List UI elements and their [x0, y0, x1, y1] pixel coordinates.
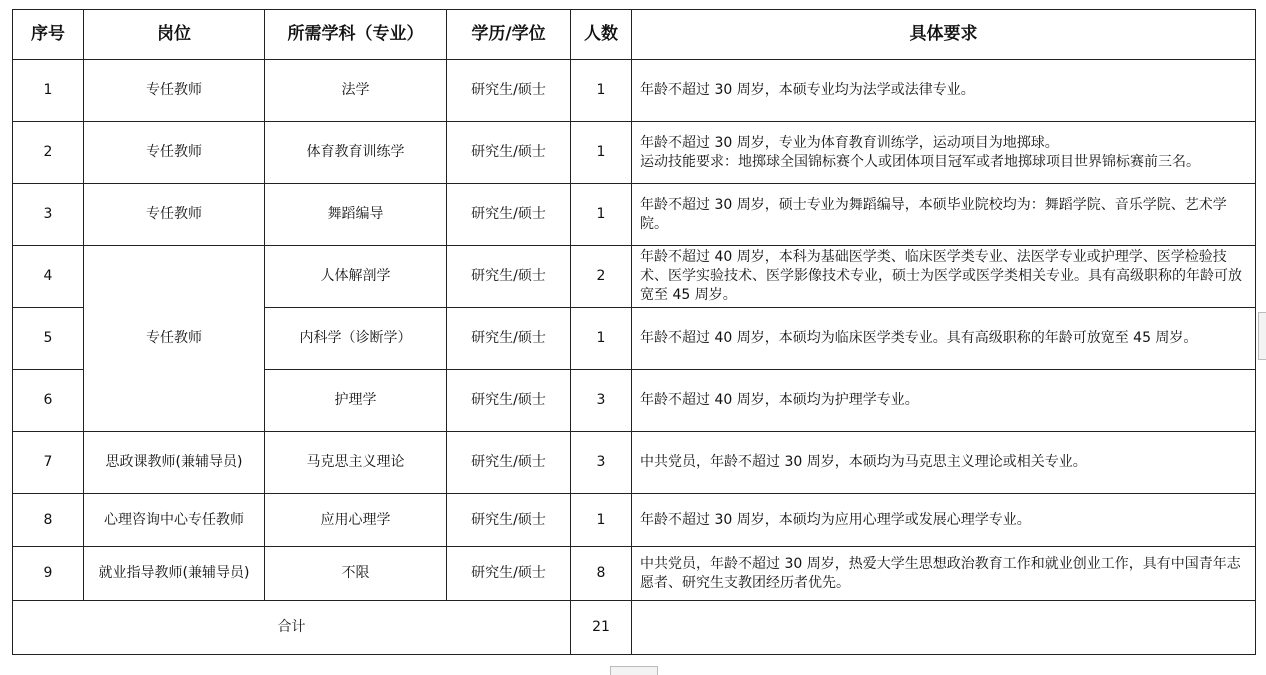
- recruitment-table: [12, 9, 1256, 655]
- cell-no: 5: [13, 308, 84, 370]
- cell-count: 1: [571, 122, 632, 184]
- cell-post-merged: 专任教师: [84, 246, 265, 432]
- table-row: [13, 246, 1256, 308]
- cell-post: 专任教师: [84, 122, 265, 184]
- cell-major: 人体解剖学: [265, 246, 447, 308]
- cell-degree: 研究生/硕士: [447, 432, 571, 494]
- header-degree: 学历/学位: [447, 10, 571, 60]
- total-requirements-empty: [632, 601, 1256, 655]
- cell-no: 1: [13, 60, 84, 122]
- cell-no: 8: [13, 494, 84, 547]
- cell-degree: 研究生/硕士: [447, 60, 571, 122]
- cell-no: 6: [13, 370, 84, 432]
- table-row: [13, 184, 1256, 246]
- requirement-line: 年龄不超过 30 周岁，专业为体育教育训练学，运动项目为地掷球。: [640, 134, 1059, 151]
- cell-post: 专任教师: [84, 60, 265, 122]
- header-major: 所需学科（专业）: [265, 10, 447, 60]
- cell-major: 应用心理学: [265, 494, 447, 547]
- cell-requirements: 年龄不超过 40 周岁，本硕均为护理学专业。: [632, 370, 1256, 432]
- cell-count: 2: [571, 246, 632, 308]
- cell-major: 内科学（诊断学）: [265, 308, 447, 370]
- cell-no: 3: [13, 184, 84, 246]
- cell-major: 舞蹈编导: [265, 184, 447, 246]
- total-count: 21: [571, 601, 632, 655]
- cell-degree: 研究生/硕士: [447, 308, 571, 370]
- cell-requirements: 年龄不超过 30 周岁，本硕专业均为法学或法律专业。: [632, 60, 1256, 122]
- header-post: 岗位: [84, 10, 265, 60]
- cell-major: 马克思主义理论: [265, 432, 447, 494]
- cell-degree: 研究生/硕士: [447, 370, 571, 432]
- cell-count: 1: [571, 184, 632, 246]
- cell-major: 护理学: [265, 370, 447, 432]
- cell-no: 9: [13, 547, 84, 601]
- cell-post: 心理咨询中心专任教师: [84, 494, 265, 547]
- table-row: [13, 547, 1256, 601]
- table-row: [13, 494, 1256, 547]
- cell-degree: 研究生/硕士: [447, 494, 571, 547]
- cell-count: 3: [571, 432, 632, 494]
- cell-degree: 研究生/硕士: [447, 547, 571, 601]
- cell-requirements: 年龄不超过 40 周岁，本硕均为临床医学类专业。具有高级职称的年龄可放宽至 45 周岁。: [632, 308, 1256, 370]
- cell-degree: 研究生/硕士: [447, 184, 571, 246]
- table-row: [13, 60, 1256, 122]
- header-count: 人数: [571, 10, 632, 60]
- cell-count: 1: [571, 308, 632, 370]
- cell-requirements: 中共党员，年龄不超过 30 周岁，热爱大学生思想政治教育工作和就业创业工作，具有中国青年志愿者、研究生支教团经历者优先。: [632, 547, 1256, 601]
- cell-count: 8: [571, 547, 632, 601]
- cell-no: 7: [13, 432, 84, 494]
- cell-requirements: 年龄不超过 40 周岁，本科为基础医学类、临床医学类专业、法医学专业或护理学、医学检验技术、医学实验技术、医学影像技术专业，硕士为医学或医学类相关专业。具有高级职称的年龄可放宽至 45 周岁。: [632, 246, 1256, 308]
- cell-degree: 研究生/硕士: [447, 246, 571, 308]
- cell-post: 专任教师: [84, 184, 265, 246]
- requirement-line: 运动技能要求：地掷球全国锦标赛个人或团体项目冠军或者地掷球项目世界锦标赛前三名。: [640, 153, 1200, 170]
- header-requirements: 具体要求: [632, 10, 1256, 60]
- cell-requirements: 年龄不超过 30 周岁，硕士专业为舞蹈编导，本硕毕业院校均为：舞蹈学院、音乐学院、艺术学院。: [632, 184, 1256, 246]
- cell-post: 思政课教师(兼辅导员): [84, 432, 265, 494]
- cell-requirements: [632, 122, 1256, 184]
- recruitment-table-sheet: [12, 9, 1256, 655]
- table-row: [13, 432, 1256, 494]
- cell-count: 3: [571, 370, 632, 432]
- header-no: 序号: [13, 10, 84, 60]
- cell-degree: 研究生/硕士: [447, 122, 571, 184]
- cell-no: 4: [13, 246, 84, 308]
- total-label: 合计: [13, 601, 571, 655]
- cell-major: 法学: [265, 60, 447, 122]
- cell-count: 1: [571, 60, 632, 122]
- cell-post: 就业指导教师(兼辅导员): [84, 547, 265, 601]
- cell-requirements: 中共党员，年龄不超过 30 周岁，本硕均为马克思主义理论或相关专业。: [632, 432, 1256, 494]
- cell-requirements: 年龄不超过 30 周岁，本硕均为应用心理学或发展心理学专业。: [632, 494, 1256, 547]
- header-row: [13, 10, 1256, 60]
- cell-major: 不限: [265, 547, 447, 601]
- cell-no: 2: [13, 122, 84, 184]
- table-row: [13, 122, 1256, 184]
- cell-major: 体育教育训练学: [265, 122, 447, 184]
- cell-count: 1: [571, 494, 632, 547]
- scrollbar-fragment[interactable]: [1258, 312, 1266, 360]
- total-row: [13, 601, 1256, 655]
